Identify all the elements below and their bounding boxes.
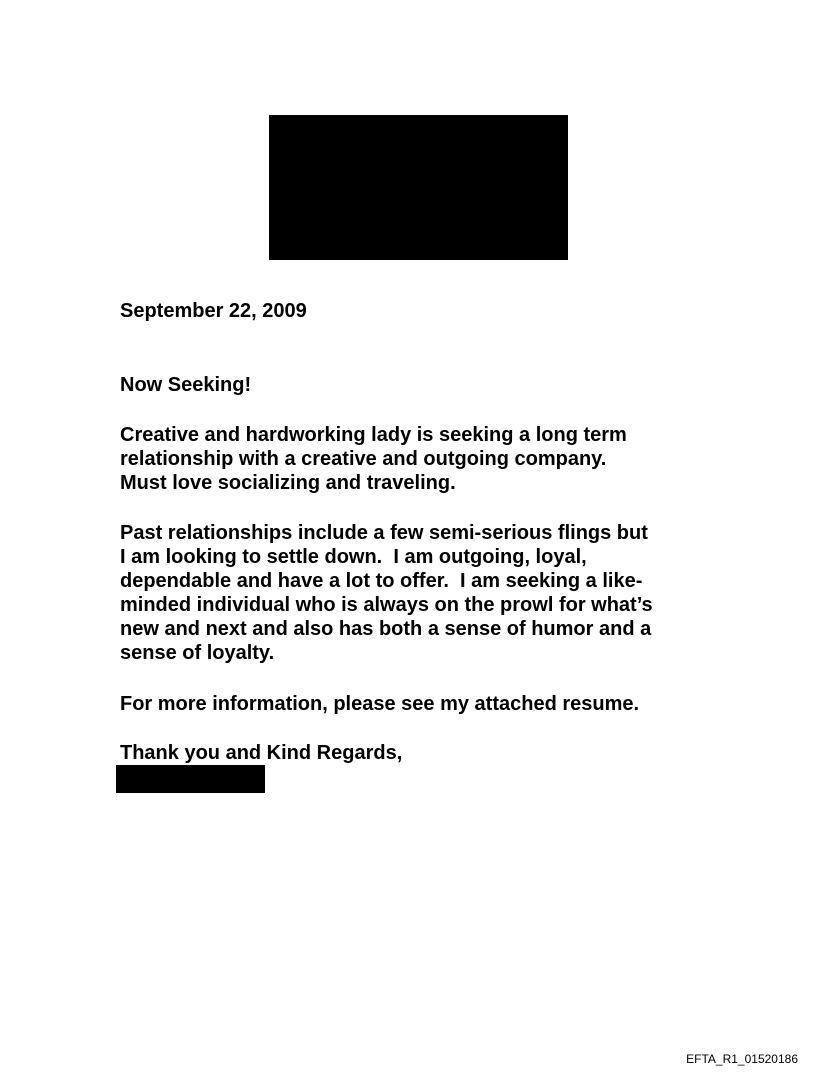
paragraph-more-info: For more information, please see my attached resume. (120, 693, 640, 715)
paragraph-background (120, 521, 653, 665)
letter-heading: Now Seeking! (120, 374, 252, 396)
paragraph-line: dependable and have a lot to offer. I am seeking a like- (120, 570, 643, 592)
paragraph-line: minded individual who is always on the prowl for what’s (120, 594, 653, 616)
paragraph-line: relationship with a creative and outgoing company. (120, 448, 607, 470)
paragraph-line: sense of loyalty. (120, 642, 275, 664)
paragraph-intro (120, 423, 627, 495)
paragraph-line: new and next and also has both a sense of humor and a (120, 618, 652, 640)
paragraph-line: I am looking to settle down. I am outgoing, loyal, (120, 546, 587, 568)
letter-date: September 22, 2009 (120, 300, 307, 322)
redaction-block-signature (116, 765, 265, 793)
document-code: EFTA_R1_01520186 (686, 1052, 798, 1066)
paragraph-line: Past relationships include a few semi-serious flings but (120, 522, 648, 544)
redaction-block-header (269, 115, 568, 260)
paragraph-line: Must love socializing and traveling. (120, 472, 456, 494)
letter-closing: Thank you and Kind Regards, (120, 742, 403, 764)
paragraph-line: Creative and hardworking lady is seeking a long term (120, 424, 627, 446)
